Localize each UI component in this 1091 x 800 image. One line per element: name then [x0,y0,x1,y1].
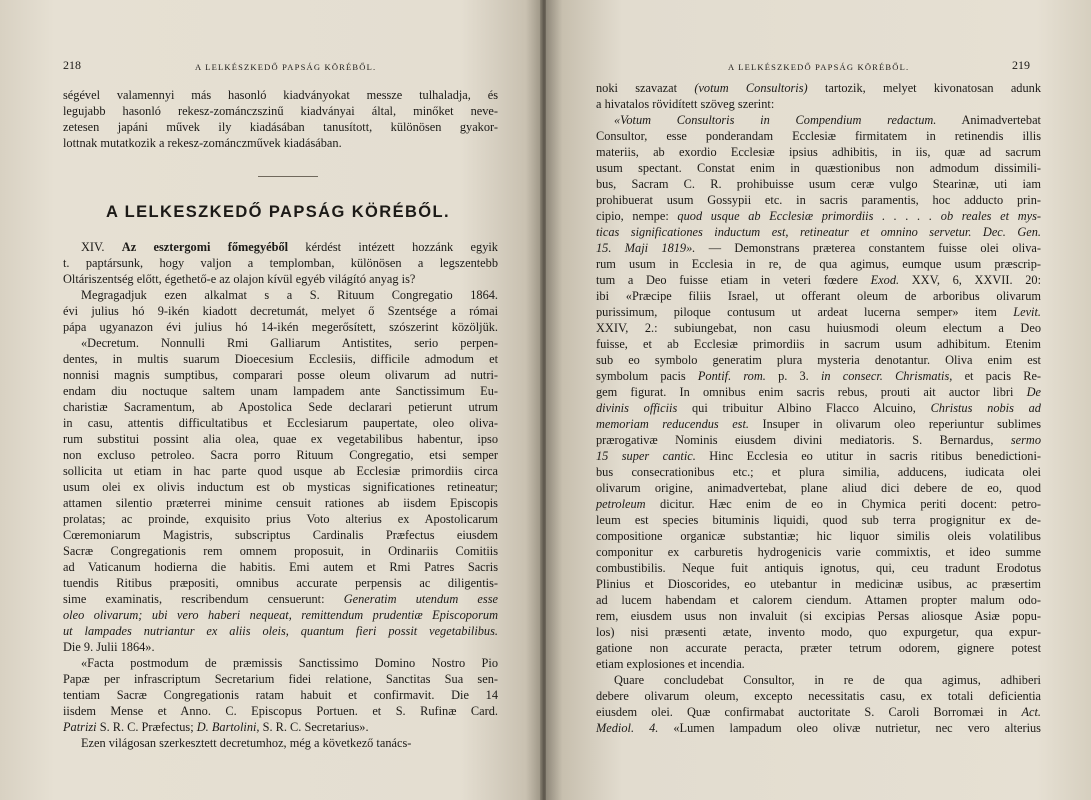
text-line: zetesen japáni művek ily kiadásában tanusított, különösen gyakor- [63,120,498,134]
text-fragment: Animadvertebat [961,113,1041,127]
text-line [63,719,498,735]
text-line: ut lampades nutriantur ex aliis oleis, quantum fieri possit vegetabilibus. [63,624,498,638]
italic-fragment: 15. Maji 1819». [596,241,696,255]
text-line [596,208,1041,224]
left-page [0,0,542,800]
signatory-name: Patrizi [63,720,97,734]
item-number: XIV. [81,240,105,254]
text-line: tuendis Ritibus præpositi, omnibus accurate perpensis ac diligentis- [63,576,498,590]
italic-fragment: Levit. [1013,305,1041,319]
text-line [596,720,1041,736]
text-fragment: tartozik, melyet kivonatosan adunk [824,81,1041,95]
text-line: prohibuerat usum Gossypii etc. in sacris paramentis, hoc adducto prin- [596,193,1041,207]
text-fragment: Insuper in olivarum oleo reperiuntur sublimes [762,417,1042,431]
text-fragment: Hinc Ecclesia eo utitur in sacris ritibus benedictioni- [709,449,1042,463]
text-fragment: kérdést intézett hozzánk egyik [305,240,498,254]
text-line: Ezen világosan szerkesztett decretumhoz, még a következő tanács- [81,736,412,750]
text-line [596,272,1041,288]
text-line: usum spectant. Constat enim in quæstionibus non admodum dissimili- [596,161,1041,175]
text-fragment: dicitur. Hæc enim de eo in Chymica periti docent: petro- [660,497,1041,511]
intro-paragraph [63,87,498,151]
italic-fragment: Exod. [870,273,900,287]
text-fragment: noki szavazat [596,81,678,95]
italic-fragment: Mediol. 4. [596,721,659,735]
text-line: endam diu noctuque saltem unam lampadem ante Sanctissimum Eu- [63,384,498,398]
text-line [596,112,1041,128]
text-line: rem, eiusdem usus non invaluit (si excipias Persas aliosque Asiæ popu- [596,609,1041,623]
text-line [596,704,1041,720]
facta-paragraph [63,655,498,751]
text-fragment: p. 3. [778,369,809,383]
text-line: Consultor, esse ponderandam Ecclesiæ firmitatem in retinendis illis [596,129,1041,143]
text-line: oleo olivarum; ubi vero haberi nequeat, remittendum prudentiæ Episcoporum [63,608,498,622]
italic-fragment: Act. [1021,705,1041,719]
text-line: non excluso petroleo. Sacra porro Rituum Congregatio, etsi semper [63,448,498,462]
italic-fragment: De [1026,385,1041,399]
page-number: 219 [1012,58,1030,72]
text-line: materiis, ab exordio Ecclesiæ ipsius adhibitis, in iis, quæ ad sacrum [596,145,1041,159]
text-line: bus, Sacram C. R. prohibuisse usum ceræ vulgo Stearinæ, uti iam [596,177,1041,191]
text-line: a hivatalos rövidített szöveg szerint: [596,97,775,111]
text-line: rum usum in Ecclesia in re, de qua agimus, eumque usum præscrip- [596,257,1041,271]
text-line: pápa ugyanazon évi julius hó 14-ikén megerősített, szószerint közöljük. [63,320,498,334]
text-line: in casu, attentis difficultatibus et Ecclesiarum paupertate, oleo oliva- [63,416,498,430]
text-fragment: gem figurat. In omnibus enim sacris rebus, prouti ait auctor libri [596,385,1014,399]
text-line: lottnak mutatkozik a rekesz-zománczművek kiadásában. [63,136,342,150]
text-line [596,384,1041,400]
text-line: leum est species bituminis liquidi, quod sub terra progignitur ex de- [596,513,1041,527]
text-fragment: prærogativæ Nominis eiusdem divini mediatoris. S. Bernardus, [596,433,994,447]
text-line: Oltáriszentség előtt, égethető-e az olajon kívül egyéb világító anyag is? [63,272,416,286]
text-fragment: et pacis Re- [964,369,1042,383]
text-line: olivarum origine, animadvertebat, plane aliud dici debere de eo, quod [596,481,1041,495]
text-line: compositione organicæ substantiæ; hic liquor similis oleis volatilibus [596,529,1041,543]
text-fragment: «Lumen lampadum oleo olivæ nutrietur, nec vero alterius [673,721,1041,735]
text-fragment: purissimum, piloque contusum ut ardeat lucerna semper» item [596,305,997,319]
text-fragment: tum a Deo fuisse etiam in veteri fœdere [596,273,858,287]
text-fragment: XXV, 6, XXVII. 20: [911,273,1041,287]
text-line [596,80,1041,96]
text-fragment: S. R. C. Secretarius». [262,720,369,734]
text-line: charistiæ Sacramentum, ab Apostolica Sede declarari petierunt utrum [63,400,498,414]
text-line [596,304,1041,320]
text-line: combustibilis. Neque fuit antiquis ignotus, qui, ceu tradunt Erodotus [596,561,1041,575]
running-header: A LELKÉSZKEDŐ PAPSÁG KÖRÉBŐL. [195,62,377,72]
decree-paragraph [63,335,498,655]
text-line: tentiam Sacræ Congregationis ratam habuit et confirmavit. Die 14 [63,688,498,702]
text-line: componitur ex carburetis hydrogenicis varie commixtis, et ideo summe [596,545,1041,559]
italic-fragment: memoriam reducendus est. [596,417,749,431]
text-line [596,496,1041,512]
italic-fragment: quod usque ab Ecclesiæ primordiis . . . . . ob reales et mys- [677,209,1042,223]
page-number: 218 [63,58,81,72]
text-line: sollicita ut etiam in hac parte quod usque ab Ecclesiæ primordiis circa [63,464,498,478]
text-line [596,448,1041,464]
text-line [596,416,1041,432]
text-line: rum substitui possint alia olea, quae ex vegetabilibus habentur, ipso [63,432,498,446]
text-line: ségével valamennyi más hasonló kiadványokat messze tulhaladja, és [63,88,498,102]
text-line: sub eo symbolo generatim plura mysteria denotantur. Oliva enim est [596,353,1041,367]
right-page [546,0,1091,800]
text-line: ticas significationes inductum est, retineatur et omnino servetur. Dec. Gen. [596,225,1041,239]
text-line: t. paptársunk, hogy valjon a templomban, különösen a legszentebb [63,256,498,270]
text-line: legujabb hasonló rekesz-zománczszinű kiadványai által, minőket neve- [63,104,498,118]
text-line: Cœremoniarum Magistris, subscriptus Cardinalis Præfectus eiusdem [63,528,498,542]
italic-fragment: petroleum [596,497,646,511]
text-line [596,240,1041,256]
section-title: A LELKESZKEDŐ PAPSÁG KÖRÉBŐL. [105,203,451,221]
text-line: Papæ per infrascriptum Secretarium fidei relatione, Sanctitas Sua sen- [63,672,498,686]
text-line: évi julius hó 9-ikén kiadott decretumát, melyet ő Szentsége a római [63,304,498,318]
text-line: ad lucem habendam et calorem ciendum. Attamen propter malum odo- [596,593,1041,607]
text-line: los) nisi præsenti ætate, invento modo, quo expurgetur, qua expur- [596,625,1041,639]
italic-fragment: «Votum Consultoris in Compendium redactum. [614,113,937,127]
text-fragment: — Demonstrans præterea constantem fuisse olei oliva- [708,241,1041,255]
text-line: bus consecrationibus etc.; et plura similia, adducens, iudicata olei [596,465,1041,479]
italic-fragment: sermo [1010,433,1041,447]
text-line: prolatas; ac proinde, exquisito prius Voto alterius ex Apostolicarum [63,512,498,526]
text-line: iisdem Mense et Anno. C. Episcopus Portuen. et S. Rufinæ Card. [63,704,498,718]
text-line: dentes, in multis suarum Dioecesium Ecclesiis, difficile admodum et [63,352,498,366]
text-line: XXIV, 2.: subiungebat, non casu huiusmodi oleum electum a Deo [596,321,1041,335]
italic-fragment: Pontif. rom. [697,369,766,383]
text-fragment: sime examinatis, rescribendum censuerunt: [63,592,325,606]
running-header: A LELKÉSZKEDŐ PAPSÁG KÖRÉBŐL. [728,62,910,72]
text-fragment: S. R. C. Præfectus; [99,720,194,734]
text-line: ad Vaticanum hodierna die habitis. Emi autem et Rmi Patres Sacris [63,560,498,574]
section-divider [258,176,318,177]
text-line: ibi «Præcipe filiis Israel, ut offerant oleum de arboribus olivarum [596,289,1041,303]
text-fragment: eiusdem olei. Quæ confirmabat auctoritate S. Caroli Borromæi in [596,705,1008,719]
italic-fragment: Christus nobis ad [930,401,1041,415]
text-fragment: symbolum pacis [596,369,686,383]
text-line: Sacræ Congregationis rem omnem proposuit, in Ordinariis Comitiis [63,544,498,558]
question-paragraph [63,239,498,287]
text-line: Die 9. Julii 1864». [63,640,155,654]
text-line: Megragadjuk ezen alkalmat s a S. Rituum Congregatio 1864. [81,288,498,302]
text-line: attamen silentio præterrei minime censuit rationes ab iisdem Episcopis [63,496,498,510]
italic-fragment: Generatim utendum esse [343,592,498,606]
text-line: usum olei ex olivis inductum est ob mysticas significationes retineatur; [63,480,498,494]
italic-fragment: (votum Consultoris) [694,81,808,95]
intro-decree-paragraph [63,287,498,335]
text-line: Plinius et Dioscorides, eo utebantur in medicinæ usibus, ac præsertim [596,577,1041,591]
text-line: etiam explosiones et incendia. [596,657,745,671]
text-line [63,591,498,607]
diocese-name: Az esztergomi főmegyéből [121,240,289,254]
italic-fragment: divinis officiis [596,401,678,415]
italic-fragment: in consecr. Chrismatis, [820,369,953,383]
text-line [63,239,498,255]
text-line: nonnisi magnis sumptibus, comparari posse oleum olivarum ad nutri- [63,368,498,382]
text-line: «Facta postmodum de præmissis Sanctissimo Domino Nostro Pio [81,656,498,670]
text-line: «Decretum. Nonnulli Rmi Galliarum Antistites, serio perpen- [81,336,498,350]
text-line: fuisse, et ab Ecclesiæ primordiis in sacrum usum adhibitum. Etenim [596,337,1041,351]
text-line [596,368,1041,384]
italic-fragment: 15 super cantic. [596,449,696,463]
votum-paragraph [596,80,1041,736]
text-fragment: qui tribuitur Albino Flacco Alcuino, [691,401,916,415]
signatory-name: D. Bartolini, [196,720,260,734]
text-line: gatione non accurate peracta, præter tetrum odorem, gignere potest [596,641,1041,655]
text-line: Quare concludebat Consultor, in re de qua agimus, adhiberi [614,673,1041,687]
text-line [596,400,1041,416]
text-line [596,432,1041,448]
text-line: debere olivarum oleum, excepto necessitatis casu, ex totali deficientia [596,689,1041,703]
text-fragment: cipio, nempe: [596,209,669,223]
